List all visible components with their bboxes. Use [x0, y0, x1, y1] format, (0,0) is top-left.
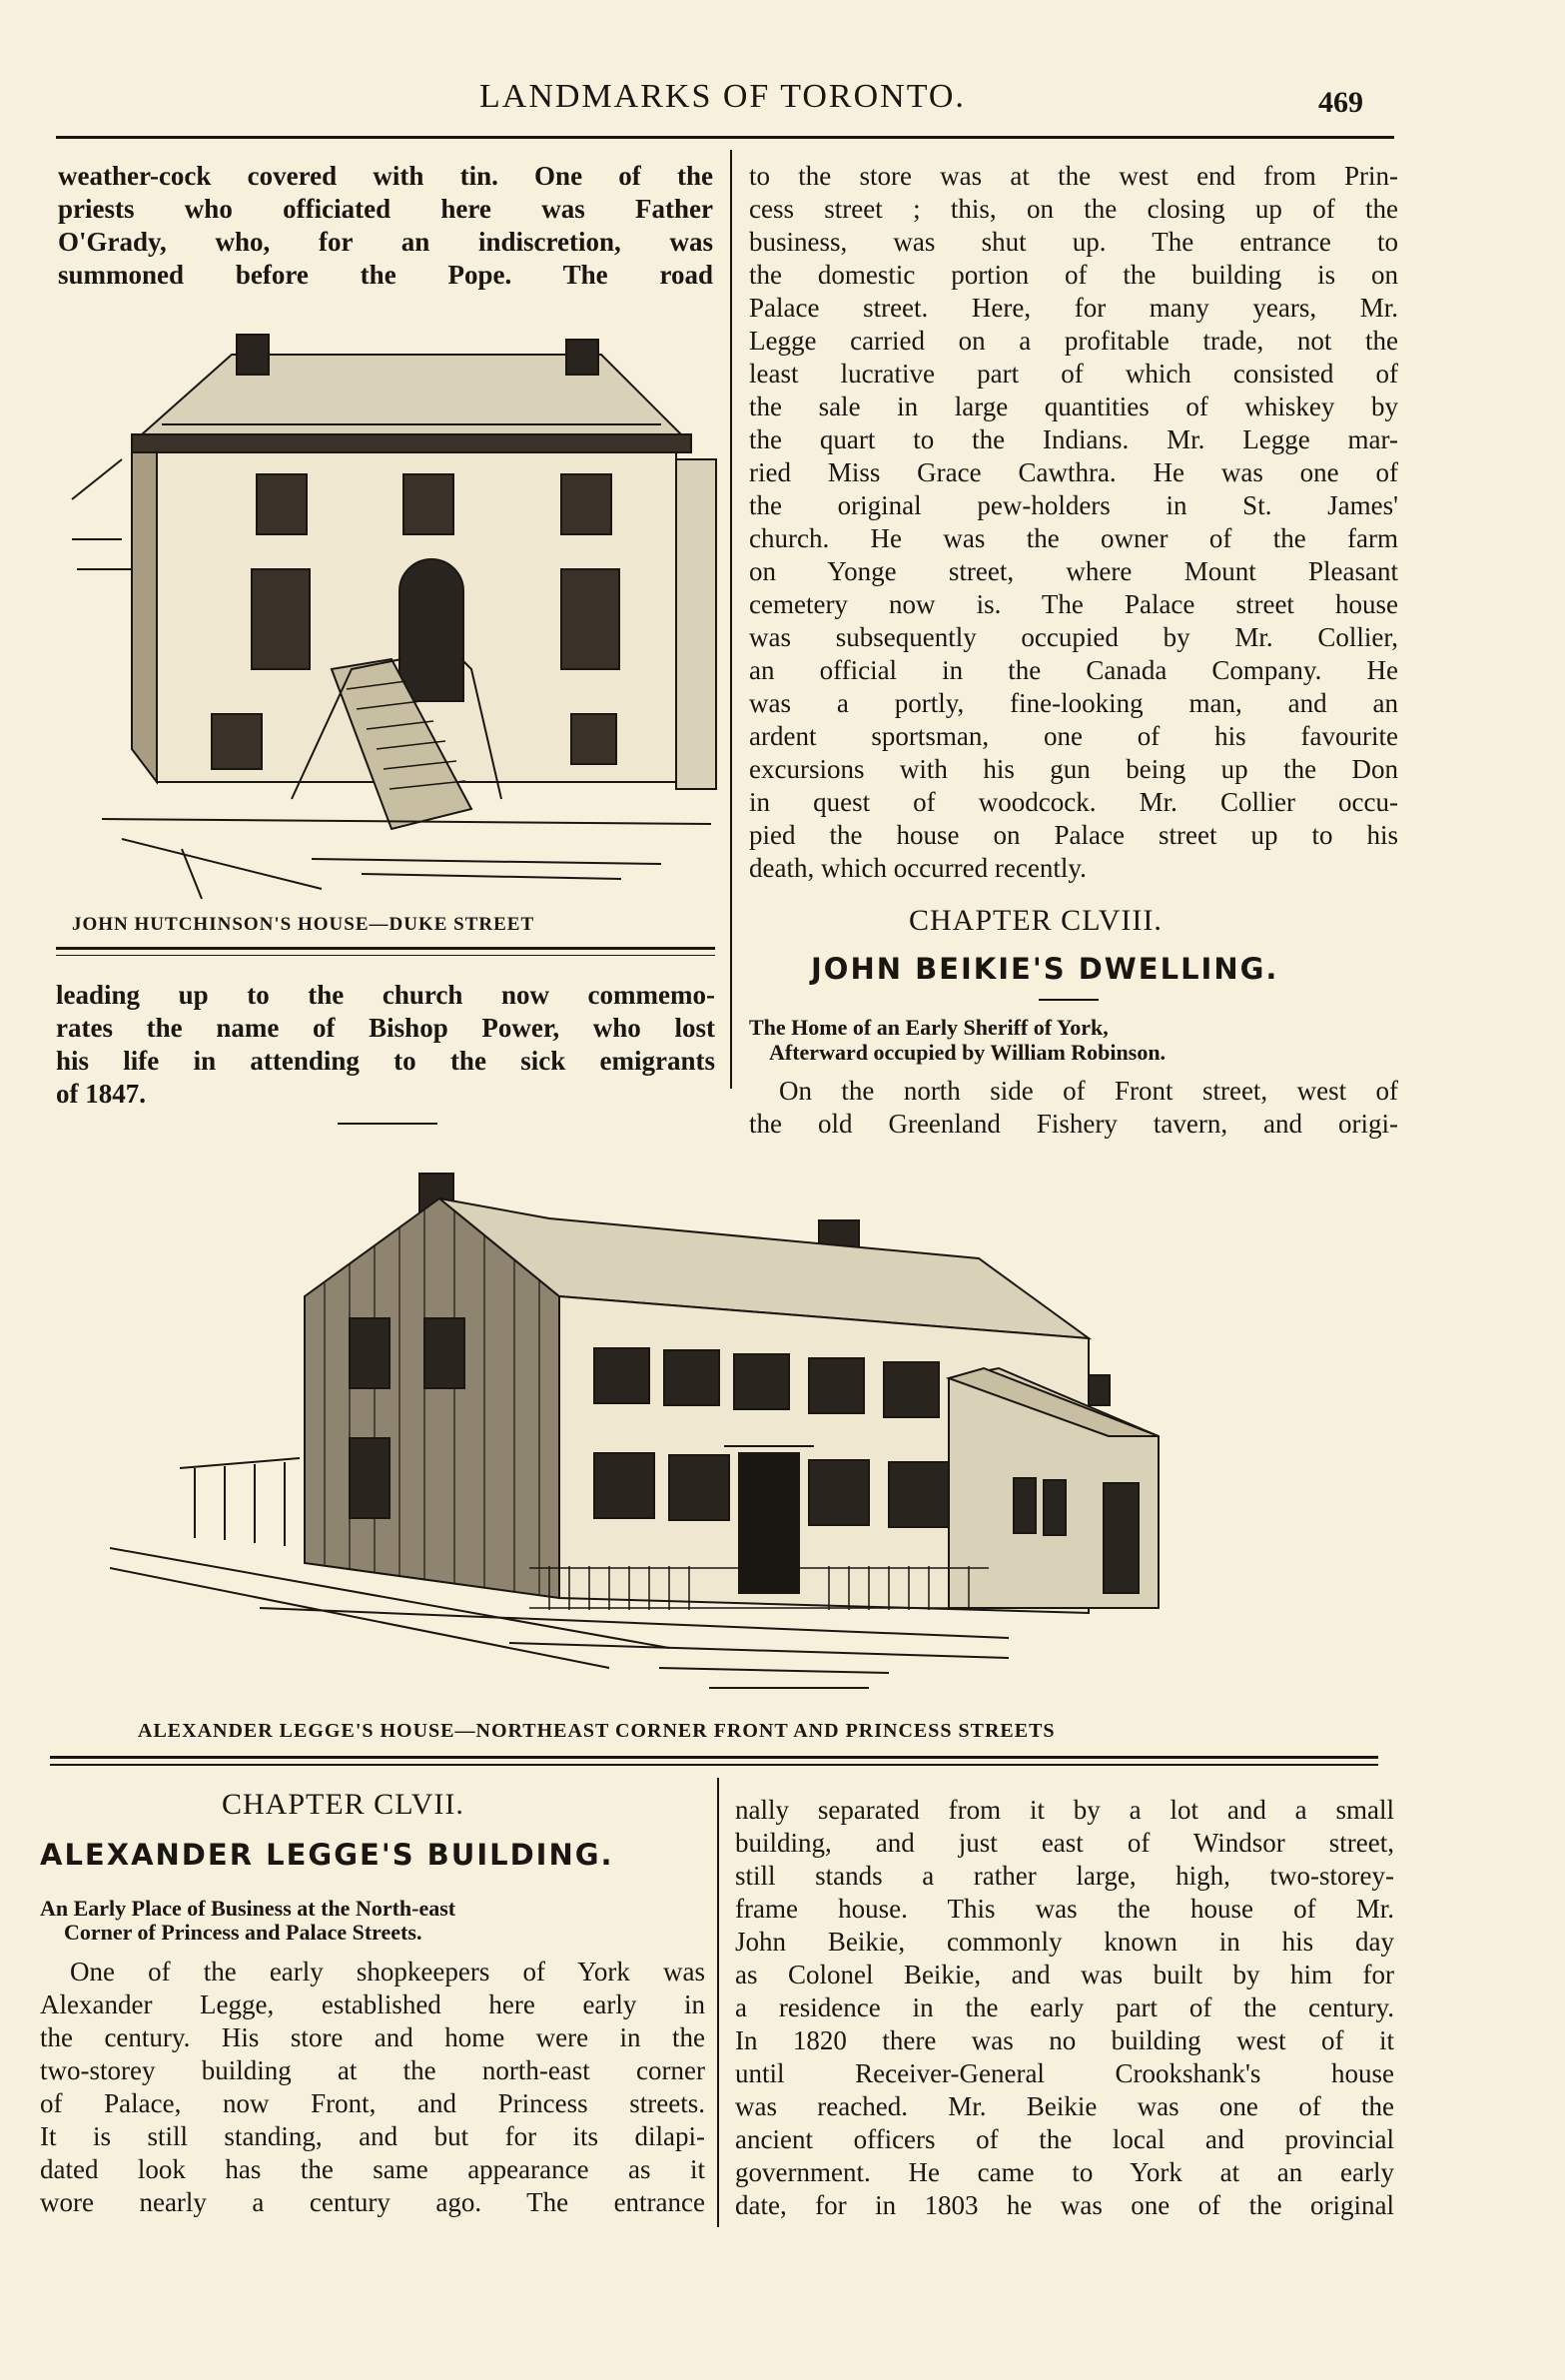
- text-line: On the north side of Front street, west of: [779, 1076, 1398, 1106]
- text-line: least lucrative part of which consisted of: [749, 359, 1398, 389]
- text-line: wore nearly a century ago. The entrance: [40, 2187, 705, 2217]
- text-line: cemetery now is. The Palace street house: [749, 589, 1398, 619]
- text-line: building, and just east of Windsor street,: [735, 1828, 1394, 1858]
- text-line: government. He came to York at an early: [735, 2157, 1394, 2187]
- text-line: Legge carried on a profitable trade, not the: [749, 326, 1398, 356]
- text-line: pied the house on Palace street up to his: [749, 820, 1398, 850]
- text-line: as Colonel Beikie, and was built by him for: [735, 1960, 1394, 1989]
- text-line: on Yonge street, where Mount Pleasant: [749, 556, 1398, 586]
- chapter-clviii-number: CHAPTER CLVIII.: [909, 904, 1163, 937]
- running-head-title: LANDMARKS OF TORONTO.: [479, 78, 966, 115]
- text-line: an official in the Canada Company. He: [749, 655, 1398, 685]
- left-column-after-figure: [56, 979, 715, 1111]
- text-line: the quart to the Indians. Mr. Legge mar-: [749, 424, 1398, 454]
- chapter-clvii-subhead-2: Corner of Princess and Palace Streets.: [64, 1920, 422, 1945]
- text-line: rates the name of Bishop Power, who lost: [56, 1013, 715, 1043]
- text-line: dated look has the same appearance as it: [40, 2154, 705, 2184]
- text-line: One of the early shopkeepers of York was: [70, 1957, 705, 1986]
- chapter-clviii-title: JOHN BEIKIE'S DWELLING.: [811, 952, 1279, 986]
- text-line: in quest of woodcock. Mr. Collier occu-: [749, 787, 1398, 817]
- text-line: frame house. This was the house of Mr.: [735, 1894, 1394, 1924]
- left-column-top-text: [58, 160, 713, 292]
- text-line: still stands a rather large, high, two-storey-: [735, 1861, 1394, 1891]
- header-rule: [56, 136, 1394, 139]
- text-line: was subsequently occupied by Mr. Collier,: [749, 622, 1398, 652]
- text-line: Palace street. Here, for many years, Mr.: [749, 293, 1398, 323]
- legge-house-illustration: [110, 1169, 1258, 1708]
- chapter-clvii-text: [40, 1956, 705, 2219]
- text-line: church. He was the owner of the farm: [749, 523, 1398, 553]
- chapter-clviii-rule: [1039, 999, 1099, 1001]
- text-line: cess street ; this, on the closing up of the: [749, 194, 1398, 224]
- text-line: ried Miss Grace Cawthra. He was one of: [749, 457, 1398, 487]
- chapter-clvii-number: CHAPTER CLVII.: [222, 1788, 464, 1821]
- text-line: O'Grady, who, for an indiscretion, was: [58, 227, 713, 257]
- text-line: leading up to the church now commemo-: [56, 980, 715, 1010]
- text-line: the sale in large quantities of whiskey by: [749, 392, 1398, 421]
- text-line: was reached. Mr. Beikie was one of the: [735, 2091, 1394, 2121]
- figure-1-rule-2: [56, 955, 715, 956]
- chapter-clvii-title: ALEXANDER LEGGE'S BUILDING.: [40, 1838, 614, 1872]
- text-line: a residence in the early part of the century.: [735, 1992, 1394, 2022]
- text-line: the century. His store and home were in the: [40, 2022, 705, 2052]
- text-line: In 1820 there was no building west of it: [735, 2025, 1394, 2055]
- column-divider-bottom: [717, 1778, 719, 2227]
- text-line: two-storey building at the north-east corner: [40, 2055, 705, 2085]
- text-line: until Receiver-General Crookshank's house: [735, 2058, 1394, 2088]
- text-line: his life in attending to the sick emigrants: [56, 1046, 715, 1076]
- text-line: death, which occurred recently.: [749, 853, 1087, 883]
- figure-1-caption: JOHN HUTCHINSON'S HOUSE—DUKE STREET: [72, 914, 535, 935]
- chapter-clvii-subhead-1: An Early Place of Business at the North-east: [40, 1896, 456, 1921]
- text-line: of 1847.: [56, 1079, 146, 1109]
- text-line: nally separated from it by a lot and a small: [735, 1795, 1394, 1825]
- text-line: to the store was at the west end from Prin-: [749, 161, 1398, 191]
- figure-2-rule-2: [50, 1764, 1378, 1766]
- text-line: It is still standing, and but for its dilapi-: [40, 2121, 705, 2151]
- figure-2-rule-1: [50, 1756, 1378, 1759]
- text-line: the old Greenland Fishery tavern, and origi-: [749, 1109, 1398, 1139]
- text-line: of Palace, now Front, and Princess streets.: [40, 2088, 705, 2118]
- hutchinson-house-illustration: [62, 330, 721, 909]
- text-line: the original pew-holders in St. James': [749, 490, 1398, 520]
- text-line: weather-cock covered with tin. One of the: [58, 161, 713, 191]
- text-line: date, for in 1803 he was one of the original: [735, 2190, 1394, 2220]
- text-line: John Beikie, commonly known in his day: [735, 1927, 1394, 1957]
- text-line: Alexander Legge, established here early in: [40, 1989, 705, 2019]
- figure-1-rule-1: [56, 947, 715, 950]
- text-line: priests who officiated here was Father: [58, 194, 713, 224]
- text-line: summoned before the Pope. The road: [58, 260, 713, 290]
- text-line: ardent sportsman, one of his favourite: [749, 721, 1398, 751]
- figure-2-caption: ALEXANDER LEGGE'S HOUSE—NORTHEAST CORNER FRONT AND PRINCESS STREETS: [138, 1720, 1056, 1742]
- text-line: ancient officers of the local and provincial: [735, 2124, 1394, 2154]
- column-divider-top: [730, 150, 732, 1089]
- chapter-clviii-text: [749, 1075, 1398, 1141]
- text-line: excursions with his gun being up the Don: [749, 754, 1398, 784]
- page-number: 469: [1318, 86, 1363, 119]
- text-line: business, was shut up. The entrance to: [749, 227, 1398, 257]
- right-column-top-text: [749, 160, 1398, 885]
- text-line: the domestic portion of the building is on: [749, 260, 1398, 290]
- chapter-clviii-subhead-2: Afterward occupied by William Robinson.: [769, 1040, 1167, 1065]
- right-column-bottom-text: [735, 1794, 1394, 2222]
- section-separator: [338, 1123, 437, 1125]
- chapter-clviii-subhead-1: The Home of an Early Sheriff of York,: [749, 1015, 1109, 1040]
- text-line: was a portly, fine-looking man, and an: [749, 688, 1398, 718]
